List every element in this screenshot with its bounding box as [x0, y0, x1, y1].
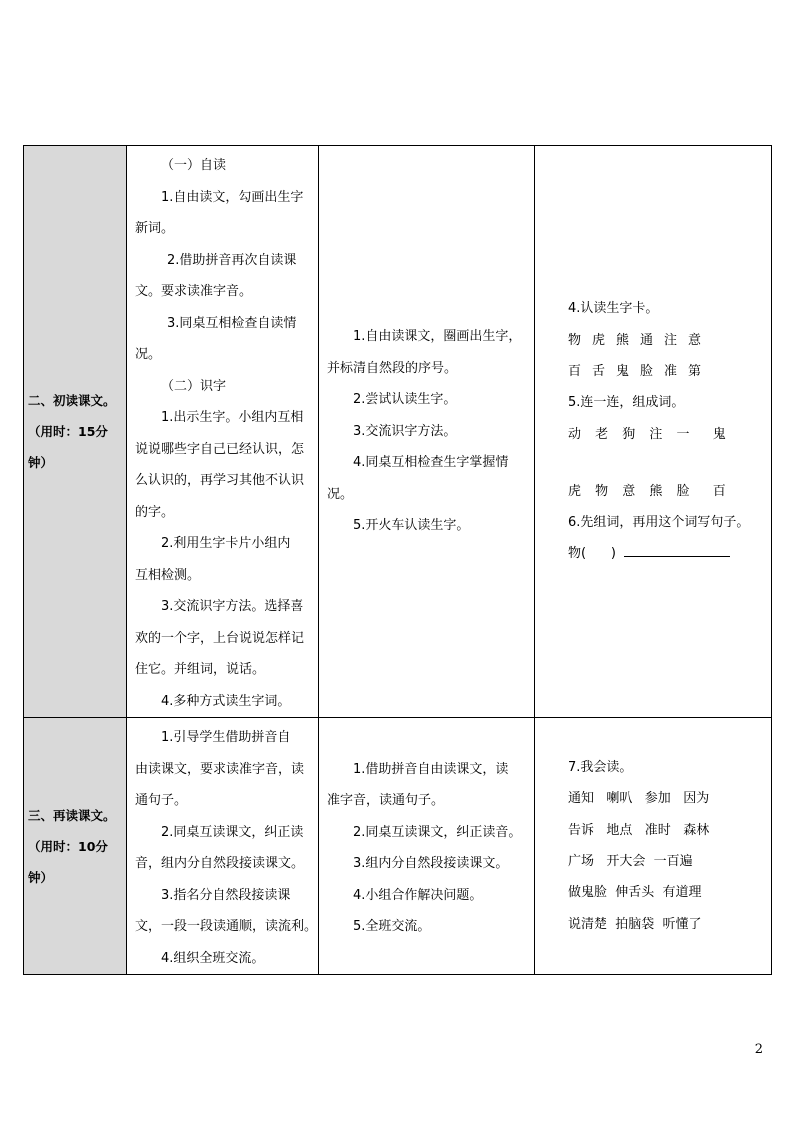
exercise-fill-line: [568, 538, 771, 569]
teacher-activity-line: 1.自由读文，勾画出生字: [161, 189, 304, 205]
exercise-line: 通知 喇叭 参加 因为: [568, 791, 710, 807]
teacher-activity-line: 1.引导学生借助拼音自: [161, 730, 291, 745]
student-activity-line: 1.自由读课文，圈画出生字，: [353, 329, 522, 345]
exercise-line: 广场 开大会 一百遍: [568, 854, 693, 869]
answer-blank: [624, 542, 730, 557]
teacher-activity-line: （二）识字: [161, 378, 227, 394]
student-activity-line: 2.尝试认读生字。: [353, 392, 457, 408]
teacher-activity-line: 新词。: [135, 221, 175, 236]
student-activity-line: 5.开火车认读生字。: [353, 518, 470, 534]
teacher-activity-line: 1.出示生字。小组内互相: [161, 410, 304, 425]
teacher-activity-line: 3.同桌互相检查自读情: [167, 315, 297, 331]
teacher-activity-line: 欢的一个字，上台说说怎样记: [135, 630, 305, 646]
teacher-activity-line: 住它。并组词，说话。: [135, 662, 266, 677]
teacher-activity-cell: [127, 146, 319, 718]
student-activity-line: 并标清自然段的序号。: [327, 360, 458, 376]
student-activity-line: 2.同桌互读课文，纠正读音。: [353, 824, 522, 840]
stage-title: 三、再读课文。: [28, 807, 116, 823]
exercise-line: 说清楚 拍脑袋 听懂了: [568, 916, 702, 932]
stage-cell: [24, 146, 127, 718]
exercise-line: 动 老 狗 注 一 鬼: [568, 426, 731, 442]
exercise-line: 4.认读生字卡。: [568, 301, 659, 317]
student-activity-line: 4.同桌互相检查生字掌握情: [353, 455, 509, 471]
exercise-line: 百舌鬼脸准第: [568, 363, 713, 379]
teacher-activity-line: 文。要求读准字音。: [135, 284, 253, 299]
teacher-activity-line: 2.同桌互读课文，纠正读: [161, 824, 304, 840]
spacer: [568, 450, 771, 476]
stage-time: （用时：10分: [28, 838, 108, 854]
exercise-line: 5.连一连，组成词。: [568, 395, 685, 411]
teacher-activity-line: 的字。: [135, 504, 175, 520]
stage-time-unit: 钟）: [28, 455, 54, 470]
teacher-activity-line: 3.交流识字方法。选择喜: [161, 599, 304, 614]
teacher-activity-line: 么认识的，再学习其他不认识: [135, 473, 305, 488]
teacher-activity-cell: [127, 718, 319, 975]
teacher-activity-line: 2.利用生字卡片小组内: [161, 536, 291, 551]
exercise-line: 告诉 地点 准时 森林: [568, 822, 710, 838]
exercise-line: 做鬼脸 伸舌头 有道理: [568, 885, 702, 901]
stage-time: （用时：15分: [28, 424, 108, 439]
row-second-reading: [24, 718, 772, 975]
teacher-activity-line: 2.借助拼音再次自读课: [167, 252, 297, 268]
exercise-line: 虎 物 意 熊 脸 百: [568, 483, 731, 499]
teacher-activity-line: 由读课文，要求读准字音，读: [135, 761, 305, 777]
student-activity-line: 3.组内分自然段接读课文。: [353, 856, 509, 871]
exercise-title: 7.我会读。: [568, 760, 633, 776]
student-activity-line: 况。: [327, 486, 354, 502]
exercise-prompt: 物( ): [568, 546, 616, 562]
student-activity-line: 3.交流识字方法。: [353, 423, 457, 439]
lesson-plan-table: [23, 145, 772, 975]
exercise-line: 6.先组词，再用这个词写句子。: [568, 515, 750, 531]
stage-time-unit: 钟）: [28, 869, 54, 885]
teacher-activity-line: 况。: [135, 347, 162, 362]
teacher-activity-line: 4.组织全班交流。: [161, 950, 265, 966]
stage-cell: [24, 718, 127, 975]
exercise-line: 物虎熊通注意: [568, 332, 713, 348]
teacher-activity-line: 互相检测。: [135, 567, 201, 583]
teacher-activity-line: （一）自读: [161, 158, 227, 173]
exercise-cell: [535, 146, 772, 718]
student-activity-line: 5.全班交流。: [353, 919, 431, 934]
row-first-reading: [24, 146, 772, 718]
teacher-activity-line: 文，一段一段读通顺，读流利。: [135, 919, 318, 934]
stage-title: 二、初读课文。: [28, 393, 116, 408]
student-activity-line: 4.小组合作解决问题。: [353, 887, 483, 903]
teacher-activity-line: 3.指名分自然段接读课: [161, 887, 291, 903]
teacher-activity-line: 说说哪些字自己已经认识，怎: [135, 441, 305, 457]
student-activity-cell: [319, 718, 535, 975]
student-activity-line: 准字音，读通句子。: [327, 793, 445, 808]
page-number: 2: [754, 1042, 763, 1057]
teacher-activity-line: 4.多种方式读生字词。: [161, 693, 291, 709]
student-activity-line: 1.借助拼音自由读课文，读: [353, 761, 509, 777]
exercise-cell: [535, 718, 772, 975]
teacher-activity-line: 音，组内分自然段接读课文。: [135, 856, 305, 871]
student-activity-cell: [319, 146, 535, 718]
teacher-activity-line: 通句子。: [135, 793, 188, 808]
